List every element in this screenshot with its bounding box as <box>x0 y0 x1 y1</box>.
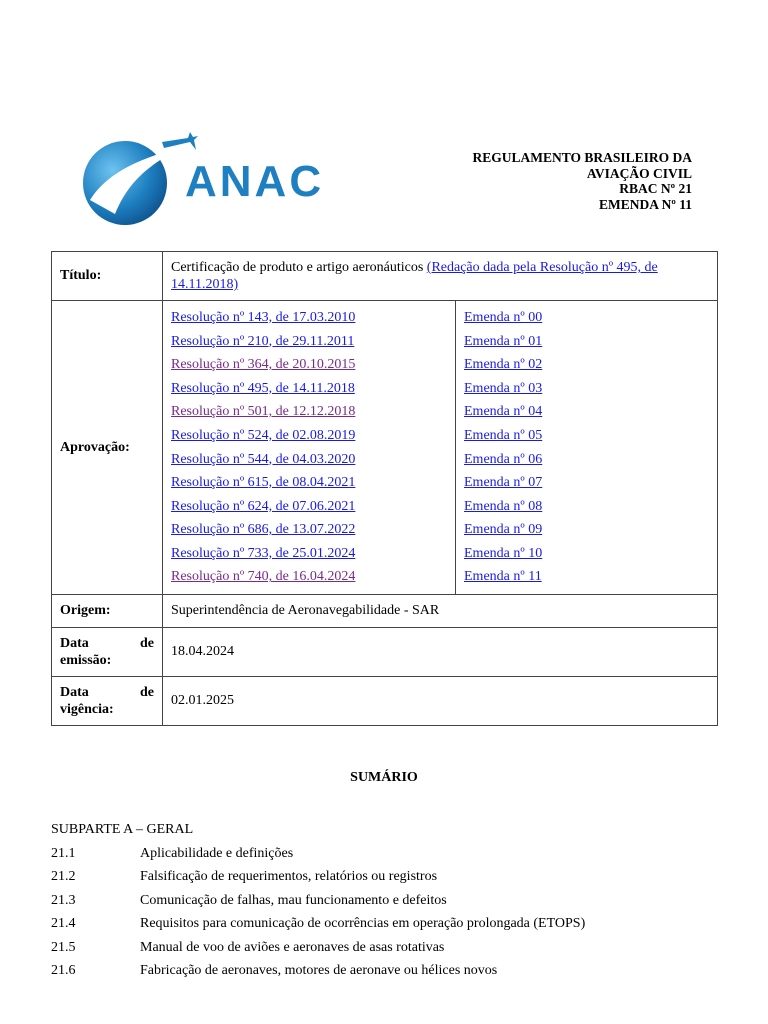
resolucao-link[interactable]: Resolução nº 686, de 13.07.2022 <box>171 522 356 538</box>
emissao-value: 18.04.2024 <box>163 628 718 677</box>
emenda-link[interactable]: Emenda nº 07 <box>464 475 543 491</box>
vigencia-value: 02.01.2025 <box>163 677 718 726</box>
emenda-link[interactable]: Emenda nº 02 <box>464 357 543 373</box>
titulo-text: Certificação de produto e artigo aeronáuticos <box>171 260 427 275</box>
emenda-link[interactable]: Emenda nº 10 <box>464 545 543 561</box>
vigencia-label-word: de <box>140 685 154 700</box>
resolucao-link[interactable]: Resolução nº 524, de 02.08.2019 <box>171 427 356 443</box>
toc-item-number: 21.4 <box>51 916 76 931</box>
toc-item-text: Aplicabilidade e definições <box>140 845 294 861</box>
origem-row <box>52 595 718 628</box>
resolucao-link[interactable]: Resolução nº 615, de 08.04.2021 <box>171 475 356 491</box>
sumario-title: SUMÁRIO <box>350 770 418 785</box>
emenda-link[interactable]: Emenda nº 05 <box>464 427 543 443</box>
origem-label: Origem: <box>52 595 163 628</box>
emissao-label-word: de <box>140 636 154 651</box>
table-of-contents <box>51 818 585 983</box>
toc-item[interactable] <box>51 959 585 983</box>
emissao-label <box>52 628 163 677</box>
subpart-heading: SUBPARTE A – GERAL <box>51 822 194 837</box>
resolucao-link[interactable]: Resolução nº 501, de 12.12.2018 <box>171 404 356 420</box>
resolucao-link[interactable]: Resolução nº 495, de 14.11.2018 <box>171 380 355 396</box>
emenda-link[interactable]: Emenda nº 00 <box>464 309 543 325</box>
titulo-redacao-link[interactable]: (Redação dada pela Resolução nº 495, de 14.11.2018) <box>171 260 658 292</box>
toc-item-text: Falsificação de requerimentos, relatórios ou registros <box>140 869 438 884</box>
regulation-line: REGULAMENTO BRASILEIRO DA <box>472 150 692 165</box>
toc-item-text: Comunicação de falhas, mau funcionamento e defeitos <box>140 892 447 908</box>
toc-item-text: Fabricação de aeronaves, motores de aeronave ou hélices novos <box>140 963 498 978</box>
emenda-link[interactable]: Emenda nº 06 <box>464 451 543 467</box>
resolucoes-list <box>171 306 447 589</box>
toc-item-number: 21.1 <box>51 845 76 861</box>
emenda-link[interactable]: Emenda nº 09 <box>464 522 543 538</box>
resolucoes-cell <box>163 301 456 595</box>
toc-item-number: 21.2 <box>51 869 76 884</box>
emendas-list <box>464 306 709 589</box>
emenda-link[interactable]: Emenda nº 11 <box>464 569 542 585</box>
anac-logo <box>80 128 355 228</box>
emissao-label-word: Data <box>60 636 89 651</box>
toc-item[interactable] <box>51 912 585 936</box>
resolucao-link[interactable]: Resolução nº 143, de 17.03.2010 <box>171 309 356 325</box>
emendas-cell <box>456 301 718 595</box>
aprovacao-row <box>52 301 718 595</box>
emenda-link[interactable]: Emenda nº 08 <box>464 498 543 514</box>
resolucao-link[interactable]: Resolução nº 364, de 20.10.2015 <box>171 357 356 373</box>
regulation-title <box>472 150 692 212</box>
emenda-link[interactable]: Emenda nº 03 <box>464 380 543 396</box>
vigencia-label-word: vigência: <box>60 702 114 717</box>
resolucao-link[interactable]: Resolução nº 544, de 04.03.2020 <box>171 451 356 467</box>
titulo-row <box>52 252 718 301</box>
toc-item-number: 21.3 <box>51 892 76 908</box>
titulo-label: Título: <box>52 252 163 301</box>
regulation-metadata-table <box>51 251 718 726</box>
emenda-link[interactable]: Emenda nº 01 <box>464 333 543 349</box>
toc-item-text: Requisitos para comunicação de ocorrências em operação prolongada (ETOPS) <box>140 916 586 931</box>
vigencia-label-word: Data <box>60 685 89 700</box>
emenda-link[interactable]: Emenda nº 04 <box>464 404 543 420</box>
regulation-line: RBAC Nº 21 <box>619 181 692 196</box>
regulation-line: AVIAÇÃO CIVIL <box>586 165 692 181</box>
toc-item[interactable] <box>51 936 585 960</box>
regulation-line: EMENDA Nº 11 <box>599 196 692 212</box>
resolucao-link[interactable]: Resolução nº 733, de 25.01.2024 <box>171 545 356 561</box>
titulo-value <box>163 252 718 301</box>
emissao-row <box>52 628 718 677</box>
emissao-label-word: emissão: <box>60 653 112 668</box>
toc-item[interactable] <box>51 842 585 866</box>
toc-item[interactable] <box>51 889 585 913</box>
svg-text:ANAC: ANAC <box>185 157 325 206</box>
toc-item-number: 21.5 <box>51 939 76 955</box>
vigencia-label <box>52 677 163 726</box>
aprovacao-label: Aprovação: <box>52 301 163 595</box>
resolucao-link[interactable]: Resolução nº 624, de 07.06.2021 <box>171 498 356 514</box>
toc-item-number: 21.6 <box>51 963 76 978</box>
anac-globe-airplane-icon <box>80 128 355 228</box>
resolucao-link[interactable]: Resolução nº 210, de 29.11.2011 <box>171 333 355 349</box>
toc-item-text: Manual de voo de aviões e aeronaves de asas rotativas <box>140 939 445 955</box>
vigencia-row <box>52 677 718 726</box>
resolucao-link[interactable]: Resolução nº 740, de 16.04.2024 <box>171 569 356 585</box>
origem-value: Superintendência de Aeronavegabilidade - SAR <box>163 595 718 628</box>
toc-item[interactable] <box>51 865 585 889</box>
